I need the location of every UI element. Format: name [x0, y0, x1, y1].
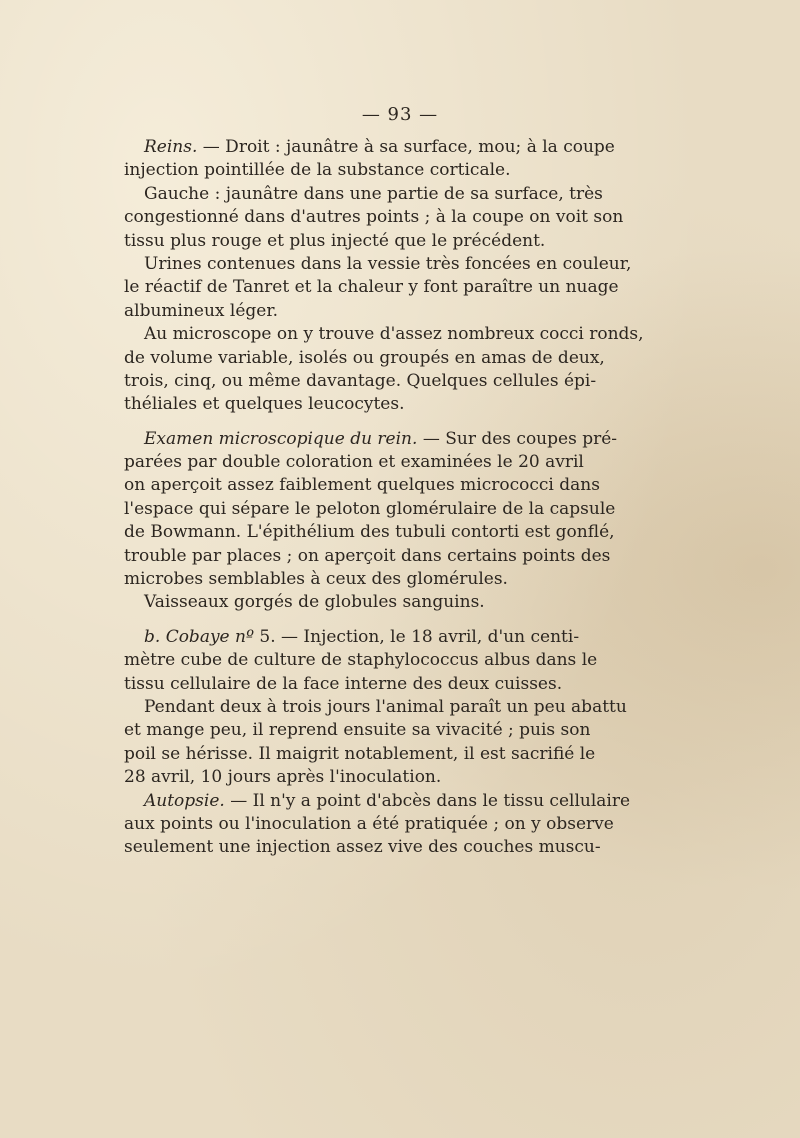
text-line [124, 766, 560, 789]
text-run: microbes semblables à ceux des glomérules. [124, 569, 508, 590]
text-run: Gauche : jaunâtre dans une partie de sa surface, très [144, 183, 603, 204]
text-run: aux points ou l'inoculation a été pratiquée ; on y observe [124, 813, 614, 834]
text-line [124, 521, 615, 544]
text-run: trois, cinq, ou même davantage. Quelques cellules épi- [124, 370, 597, 391]
text-line [124, 428, 618, 451]
text-line [124, 545, 611, 568]
text-run: parées par double coloration et examinées le 20 avril [124, 452, 584, 473]
text-run: tissu cellulaire de la face interne des deux cuisses. [124, 673, 563, 694]
text-run: — Droit : jaunâtre à sa surface, mou; à la coupe [197, 137, 615, 157]
text-run: le réactif de Tanret et la chaleur y font paraître un nuage [124, 277, 619, 298]
page-number: — 93 — [361, 104, 439, 125]
text-line [124, 673, 563, 696]
section-gap [124, 615, 560, 626]
text-run: Vaisseaux gorgés de globules sanguins. [144, 592, 485, 613]
text-section [124, 428, 618, 615]
text-line [124, 649, 598, 672]
text-run: Au microscope on y trouve d'assez nombreux cocci ronds, [144, 324, 644, 345]
text-run: de Bowmann. L'épithélium des tubuli contorti est gonflé, [124, 522, 615, 543]
text-line [124, 451, 584, 474]
text-line [124, 626, 580, 649]
text-line [124, 836, 601, 859]
text-run: 28 avril, 10 jours après l'inoculation. [124, 767, 442, 788]
text-run: poil se hérisse. Il maigrit notablement, il est sacrifié le [124, 743, 596, 764]
text-line [124, 719, 591, 742]
text-section [124, 136, 644, 417]
italic-run: b. Cobaye nº [144, 626, 254, 647]
text-line [124, 696, 627, 719]
text-line [124, 591, 560, 614]
text-run: albumineux léger. [124, 300, 279, 321]
text-run: Urines contenues dans la vessie très foncées en couleur, [144, 253, 632, 274]
text-line [124, 230, 560, 253]
text-line [124, 300, 560, 323]
text-section [124, 626, 631, 860]
text-line [124, 136, 615, 159]
text-run: et mange peu, il reprend ensuite sa vivacité ; puis son [124, 720, 591, 741]
text-run: tissu plus rouge et plus injecté que le précédent. [124, 230, 546, 251]
text-run: congestionné dans d'autres points ; à la coupe on voit son [124, 207, 624, 228]
italic-run: Examen microscopique du rein. [144, 428, 418, 449]
text-run: injection pointillée de la substance corticale. [124, 160, 511, 181]
text-run: mètre cube de culture de staphylococcus albus dans le [124, 650, 598, 671]
section-gap [124, 417, 560, 428]
text-run: seulement une injection assez vive des couches muscu- [124, 837, 601, 858]
text-run: Pendant deux à trois jours l'animal paraît un peu abattu [144, 696, 627, 717]
text-line [124, 568, 560, 591]
text-line [124, 253, 632, 276]
italic-run: Autopsie. [144, 790, 225, 811]
text-run: de volume variable, isolés ou groupés en amas de deux, [124, 347, 605, 368]
body-text [124, 136, 644, 860]
text-line [124, 206, 624, 229]
text-line [124, 474, 600, 497]
text-run: — Sur des coupes pré- [417, 428, 618, 449]
text-run: on aperçoit assez faiblement quelques micrococci dans [124, 475, 600, 496]
text-line [124, 743, 596, 766]
text-run: — Il n'y a point d'abcès dans le tissu cellulaire [224, 790, 631, 811]
text-run: théliales et quelques leucocytes. [124, 394, 405, 415]
text-line [124, 276, 619, 299]
text-run: 5. — Injection, le 18 avril, d'un centi- [253, 626, 580, 647]
text-line [124, 813, 614, 836]
text-line [124, 183, 603, 206]
text-run: l'espace qui sépare le peloton glomérulaire de la capsule [124, 498, 616, 519]
text-line [124, 393, 560, 416]
italic-run: Reins. [144, 137, 198, 157]
text-line [124, 498, 616, 521]
text-line [124, 347, 605, 370]
text-line [124, 159, 560, 182]
text-run: trouble par places ; on aperçoit dans certains points des [124, 545, 611, 566]
text-line [124, 370, 597, 393]
text-line [124, 790, 631, 813]
text-line [124, 323, 644, 346]
